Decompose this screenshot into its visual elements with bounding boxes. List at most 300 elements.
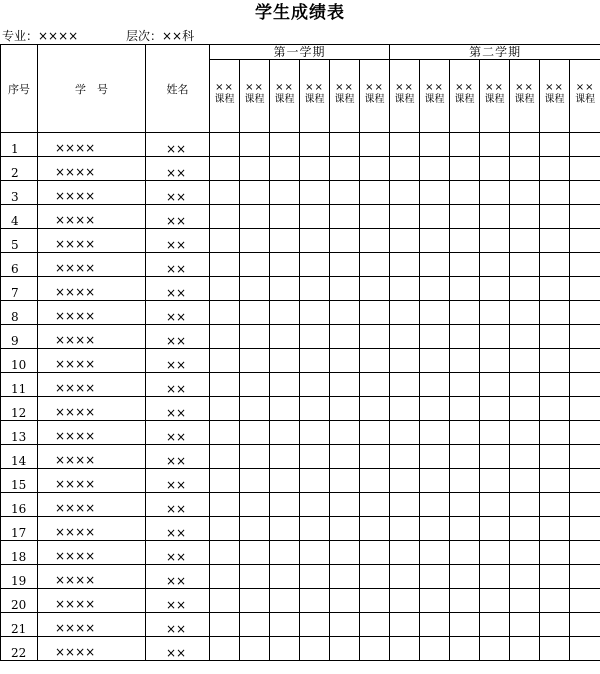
score-cell[interactable]	[330, 613, 360, 637]
score-cell[interactable]	[450, 493, 480, 517]
score-cell[interactable]	[450, 637, 480, 661]
score-cell[interactable]	[450, 157, 480, 181]
score-cell[interactable]	[390, 517, 420, 541]
score-cell[interactable]	[390, 469, 420, 493]
score-cell[interactable]	[450, 469, 480, 493]
score-cell[interactable]	[480, 253, 510, 277]
score-cell[interactable]	[390, 349, 420, 373]
score-cell[interactable]	[270, 541, 300, 565]
score-cell[interactable]	[420, 157, 450, 181]
name-cell: ××	[146, 637, 210, 661]
score-cell[interactable]	[570, 253, 600, 277]
score-cell[interactable]	[240, 253, 270, 277]
score-cell[interactable]	[480, 469, 510, 493]
score-cell[interactable]	[270, 613, 300, 637]
student-id-cell: ××××	[38, 493, 146, 517]
score-cell[interactable]	[540, 565, 570, 589]
score-cell[interactable]	[210, 349, 240, 373]
score-cell[interactable]	[480, 349, 510, 373]
score-cell[interactable]	[450, 541, 480, 565]
score-cell[interactable]	[480, 493, 510, 517]
score-cell[interactable]	[240, 205, 270, 229]
score-cell[interactable]	[510, 181, 540, 205]
score-cell[interactable]	[510, 445, 540, 469]
score-cell[interactable]	[210, 541, 240, 565]
score-cell[interactable]	[360, 637, 390, 661]
score-cell[interactable]	[360, 589, 390, 613]
table-row	[1, 637, 600, 661]
score-cell[interactable]	[510, 397, 540, 421]
score-cell[interactable]	[480, 325, 510, 349]
score-cell[interactable]	[240, 613, 270, 637]
score-cell[interactable]	[570, 301, 600, 325]
score-cell[interactable]	[330, 541, 360, 565]
score-cell[interactable]	[330, 157, 360, 181]
header-course	[480, 60, 510, 133]
score-cell[interactable]	[480, 301, 510, 325]
score-cell[interactable]	[360, 205, 390, 229]
score-cell[interactable]	[300, 613, 330, 637]
table-row	[1, 253, 600, 277]
score-cell[interactable]	[450, 277, 480, 301]
student-id-cell: ××××	[38, 157, 146, 181]
score-cell[interactable]	[510, 469, 540, 493]
score-cell[interactable]	[240, 277, 270, 301]
score-cell[interactable]	[330, 469, 360, 493]
score-cell[interactable]	[480, 541, 510, 565]
score-cell[interactable]	[450, 229, 480, 253]
score-cell[interactable]	[480, 397, 510, 421]
score-cell[interactable]	[330, 589, 360, 613]
score-cell[interactable]	[360, 253, 390, 277]
score-cell[interactable]	[270, 565, 300, 589]
score-cell[interactable]	[270, 157, 300, 181]
score-cell[interactable]	[570, 493, 600, 517]
score-cell[interactable]	[450, 181, 480, 205]
score-cell[interactable]	[330, 229, 360, 253]
score-cell[interactable]	[570, 637, 600, 661]
score-cell[interactable]	[210, 133, 240, 157]
score-cell[interactable]	[360, 133, 390, 157]
score-cell[interactable]	[450, 613, 480, 637]
score-cell[interactable]	[450, 349, 480, 373]
score-cell[interactable]	[510, 133, 540, 157]
score-cell[interactable]	[480, 445, 510, 469]
score-cell[interactable]	[450, 445, 480, 469]
score-cell[interactable]	[270, 469, 300, 493]
score-cell[interactable]	[210, 397, 240, 421]
score-cell[interactable]	[360, 613, 390, 637]
score-cell[interactable]	[360, 565, 390, 589]
score-cell[interactable]	[540, 541, 570, 565]
score-cell[interactable]	[510, 517, 540, 541]
score-cell[interactable]	[390, 421, 420, 445]
score-cell[interactable]	[540, 445, 570, 469]
score-cell[interactable]	[390, 157, 420, 181]
score-cell[interactable]	[540, 517, 570, 541]
score-cell[interactable]	[480, 637, 510, 661]
score-cell[interactable]	[540, 301, 570, 325]
score-cell[interactable]	[540, 157, 570, 181]
score-cell[interactable]	[210, 421, 240, 445]
score-cell[interactable]	[270, 133, 300, 157]
score-cell[interactable]	[360, 469, 390, 493]
score-cell[interactable]	[270, 181, 300, 205]
score-cell[interactable]	[480, 277, 510, 301]
score-cell[interactable]	[480, 157, 510, 181]
score-cell[interactable]	[510, 373, 540, 397]
score-cell[interactable]	[330, 325, 360, 349]
score-cell[interactable]	[480, 565, 510, 589]
score-cell[interactable]	[240, 133, 270, 157]
score-cell[interactable]	[480, 229, 510, 253]
score-cell[interactable]	[300, 637, 330, 661]
score-cell[interactable]	[300, 205, 330, 229]
score-cell[interactable]	[300, 229, 330, 253]
score-cell[interactable]	[270, 229, 300, 253]
score-cell[interactable]	[420, 229, 450, 253]
score-cell[interactable]	[390, 637, 420, 661]
score-cell[interactable]	[450, 421, 480, 445]
score-cell[interactable]	[270, 301, 300, 325]
score-cell[interactable]	[420, 445, 450, 469]
score-cell[interactable]	[570, 205, 600, 229]
score-cell[interactable]	[570, 565, 600, 589]
score-cell[interactable]	[450, 589, 480, 613]
score-cell[interactable]	[270, 325, 300, 349]
score-cell[interactable]	[240, 445, 270, 469]
score-cell[interactable]	[420, 613, 450, 637]
score-cell[interactable]	[450, 565, 480, 589]
score-cell[interactable]	[360, 181, 390, 205]
score-cell[interactable]	[270, 205, 300, 229]
score-cell[interactable]	[210, 325, 240, 349]
score-cell[interactable]	[510, 253, 540, 277]
score-cell[interactable]	[420, 133, 450, 157]
score-cell[interactable]	[360, 445, 390, 469]
score-cell[interactable]	[210, 493, 240, 517]
score-cell[interactable]	[270, 397, 300, 421]
score-cell[interactable]	[540, 253, 570, 277]
score-cell[interactable]	[510, 589, 540, 613]
score-cell[interactable]	[270, 517, 300, 541]
score-cell[interactable]	[390, 445, 420, 469]
score-cell[interactable]	[300, 517, 330, 541]
score-cell[interactable]	[540, 637, 570, 661]
score-cell[interactable]	[330, 445, 360, 469]
score-cell[interactable]	[390, 541, 420, 565]
score-cell[interactable]	[570, 373, 600, 397]
score-cell[interactable]	[390, 277, 420, 301]
course-mark: ××	[425, 82, 444, 93]
score-cell[interactable]	[330, 277, 360, 301]
score-cell[interactable]	[570, 613, 600, 637]
score-cell[interactable]	[420, 397, 450, 421]
score-cell[interactable]	[420, 301, 450, 325]
score-cell[interactable]	[360, 517, 390, 541]
score-cell[interactable]	[360, 373, 390, 397]
score-cell[interactable]	[420, 493, 450, 517]
seq-cell: 12	[1, 397, 38, 421]
score-cell[interactable]	[570, 445, 600, 469]
score-cell[interactable]	[210, 277, 240, 301]
score-cell[interactable]	[240, 157, 270, 181]
score-cell[interactable]	[330, 373, 360, 397]
score-cell[interactable]	[570, 133, 600, 157]
score-cell[interactable]	[420, 205, 450, 229]
score-cell[interactable]	[390, 493, 420, 517]
score-cell[interactable]	[480, 205, 510, 229]
score-cell[interactable]	[510, 277, 540, 301]
score-cell[interactable]	[210, 469, 240, 493]
score-cell[interactable]	[390, 613, 420, 637]
score-cell[interactable]	[570, 325, 600, 349]
score-cell[interactable]	[390, 589, 420, 613]
score-cell[interactable]	[480, 517, 510, 541]
score-cell[interactable]	[390, 205, 420, 229]
score-cell[interactable]	[570, 229, 600, 253]
student-id-cell: ××××	[38, 229, 146, 253]
score-cell[interactable]	[570, 181, 600, 205]
score-cell[interactable]	[270, 445, 300, 469]
score-cell[interactable]	[300, 181, 330, 205]
score-cell[interactable]	[540, 613, 570, 637]
score-cell[interactable]	[420, 517, 450, 541]
score-cell[interactable]	[420, 277, 450, 301]
score-cell[interactable]	[390, 181, 420, 205]
header-seq: 序号	[1, 45, 38, 133]
score-cell[interactable]	[240, 349, 270, 373]
score-cell[interactable]	[330, 493, 360, 517]
score-cell[interactable]	[570, 517, 600, 541]
score-cell[interactable]	[240, 469, 270, 493]
score-cell[interactable]	[300, 421, 330, 445]
score-cell[interactable]	[330, 205, 360, 229]
score-cell[interactable]	[510, 301, 540, 325]
score-cell[interactable]	[510, 493, 540, 517]
score-cell[interactable]	[270, 589, 300, 613]
score-cell[interactable]	[390, 253, 420, 277]
score-cell[interactable]	[330, 133, 360, 157]
score-cell[interactable]	[330, 349, 360, 373]
score-cell[interactable]	[300, 277, 330, 301]
score-cell[interactable]	[360, 325, 390, 349]
score-cell[interactable]	[210, 613, 240, 637]
header-course	[570, 60, 600, 133]
score-cell[interactable]	[240, 181, 270, 205]
score-cell[interactable]	[210, 517, 240, 541]
score-cell[interactable]	[420, 181, 450, 205]
score-cell[interactable]	[420, 373, 450, 397]
score-cell[interactable]	[420, 253, 450, 277]
score-cell[interactable]	[510, 613, 540, 637]
score-cell[interactable]	[300, 157, 330, 181]
score-cell[interactable]	[300, 397, 330, 421]
score-cell[interactable]	[210, 445, 240, 469]
score-cell[interactable]	[210, 181, 240, 205]
score-cell[interactable]	[420, 469, 450, 493]
score-cell[interactable]	[540, 397, 570, 421]
score-cell[interactable]	[210, 589, 240, 613]
score-cell[interactable]	[420, 565, 450, 589]
score-cell[interactable]	[240, 325, 270, 349]
score-cell[interactable]	[510, 205, 540, 229]
score-cell[interactable]	[510, 349, 540, 373]
score-cell[interactable]	[270, 253, 300, 277]
score-cell[interactable]	[270, 349, 300, 373]
score-cell[interactable]	[540, 421, 570, 445]
course-label: 课程	[334, 94, 355, 105]
score-cell[interactable]	[360, 421, 390, 445]
score-cell[interactable]	[360, 301, 390, 325]
score-cell[interactable]	[390, 229, 420, 253]
score-cell[interactable]	[510, 541, 540, 565]
score-cell[interactable]	[240, 541, 270, 565]
score-cell[interactable]	[510, 157, 540, 181]
score-cell[interactable]	[540, 277, 570, 301]
score-cell[interactable]	[240, 301, 270, 325]
score-cell[interactable]	[300, 541, 330, 565]
score-cell[interactable]	[390, 373, 420, 397]
score-cell[interactable]	[330, 565, 360, 589]
score-cell[interactable]	[540, 349, 570, 373]
score-cell[interactable]	[540, 229, 570, 253]
score-cell[interactable]	[480, 589, 510, 613]
score-cell[interactable]	[330, 253, 360, 277]
score-cell[interactable]	[210, 253, 240, 277]
score-cell[interactable]	[420, 589, 450, 613]
score-cell[interactable]	[240, 517, 270, 541]
score-cell[interactable]	[210, 157, 240, 181]
name-cell: ××	[146, 373, 210, 397]
score-cell[interactable]	[360, 349, 390, 373]
score-cell[interactable]	[570, 469, 600, 493]
score-cell[interactable]	[570, 397, 600, 421]
score-cell[interactable]	[270, 637, 300, 661]
score-cell[interactable]	[210, 301, 240, 325]
score-cell[interactable]	[360, 397, 390, 421]
score-cell[interactable]	[480, 133, 510, 157]
score-cell[interactable]	[360, 229, 390, 253]
score-cell[interactable]	[450, 301, 480, 325]
score-cell[interactable]	[300, 589, 330, 613]
score-cell[interactable]	[390, 301, 420, 325]
score-cell[interactable]	[510, 637, 540, 661]
score-cell[interactable]	[540, 493, 570, 517]
score-cell[interactable]	[240, 397, 270, 421]
score-cell[interactable]	[390, 565, 420, 589]
score-cell[interactable]	[510, 421, 540, 445]
score-cell[interactable]	[420, 637, 450, 661]
score-cell[interactable]	[450, 253, 480, 277]
score-cell[interactable]	[270, 277, 300, 301]
score-cell[interactable]	[480, 373, 510, 397]
score-cell[interactable]	[300, 301, 330, 325]
score-cell[interactable]	[450, 517, 480, 541]
score-cell[interactable]	[240, 373, 270, 397]
score-cell[interactable]	[330, 637, 360, 661]
score-cell[interactable]	[360, 157, 390, 181]
score-cell[interactable]	[240, 229, 270, 253]
score-cell[interactable]	[210, 205, 240, 229]
score-cell[interactable]	[240, 589, 270, 613]
score-cell[interactable]	[300, 373, 330, 397]
score-cell[interactable]	[450, 205, 480, 229]
score-cell[interactable]	[360, 277, 390, 301]
score-cell[interactable]	[330, 421, 360, 445]
score-cell[interactable]	[360, 541, 390, 565]
score-cell[interactable]	[300, 349, 330, 373]
score-cell[interactable]	[420, 421, 450, 445]
score-cell[interactable]	[540, 325, 570, 349]
score-cell[interactable]	[570, 541, 600, 565]
score-cell[interactable]	[300, 565, 330, 589]
score-cell[interactable]	[570, 421, 600, 445]
score-cell[interactable]	[540, 205, 570, 229]
score-cell[interactable]	[450, 133, 480, 157]
score-cell[interactable]	[450, 397, 480, 421]
score-cell[interactable]	[570, 277, 600, 301]
score-cell[interactable]	[540, 589, 570, 613]
score-cell[interactable]	[210, 229, 240, 253]
score-cell[interactable]	[510, 325, 540, 349]
score-cell[interactable]	[300, 253, 330, 277]
score-cell[interactable]	[540, 469, 570, 493]
score-cell[interactable]	[480, 181, 510, 205]
score-cell[interactable]	[300, 445, 330, 469]
score-cell[interactable]	[240, 565, 270, 589]
score-cell[interactable]	[540, 133, 570, 157]
score-cell[interactable]	[510, 565, 540, 589]
score-cell[interactable]	[330, 397, 360, 421]
score-cell[interactable]	[570, 349, 600, 373]
score-cell[interactable]	[300, 133, 330, 157]
score-cell[interactable]	[540, 181, 570, 205]
score-cell[interactable]	[300, 469, 330, 493]
score-cell[interactable]	[420, 541, 450, 565]
score-cell[interactable]	[240, 493, 270, 517]
score-cell[interactable]	[270, 421, 300, 445]
score-cell[interactable]	[360, 493, 390, 517]
score-cell[interactable]	[300, 325, 330, 349]
score-cell[interactable]	[480, 421, 510, 445]
score-cell[interactable]	[450, 373, 480, 397]
score-cell[interactable]	[420, 325, 450, 349]
score-cell[interactable]	[300, 493, 330, 517]
score-cell[interactable]	[270, 493, 300, 517]
score-cell[interactable]	[570, 157, 600, 181]
score-cell[interactable]	[570, 589, 600, 613]
score-cell[interactable]	[210, 637, 240, 661]
score-cell[interactable]	[210, 373, 240, 397]
score-cell[interactable]	[480, 613, 510, 637]
header-semester-1: 第一学期	[210, 45, 390, 60]
score-cell[interactable]	[240, 421, 270, 445]
score-cell[interactable]	[390, 325, 420, 349]
score-cell[interactable]	[240, 637, 270, 661]
score-cell[interactable]	[390, 133, 420, 157]
score-cell[interactable]	[330, 181, 360, 205]
score-cell[interactable]	[390, 397, 420, 421]
score-cell[interactable]	[210, 565, 240, 589]
score-cell[interactable]	[330, 301, 360, 325]
score-cell[interactable]	[450, 325, 480, 349]
score-cell[interactable]	[330, 517, 360, 541]
score-cell[interactable]	[510, 229, 540, 253]
score-cell[interactable]	[420, 349, 450, 373]
score-cell[interactable]	[540, 373, 570, 397]
score-cell[interactable]	[270, 373, 300, 397]
